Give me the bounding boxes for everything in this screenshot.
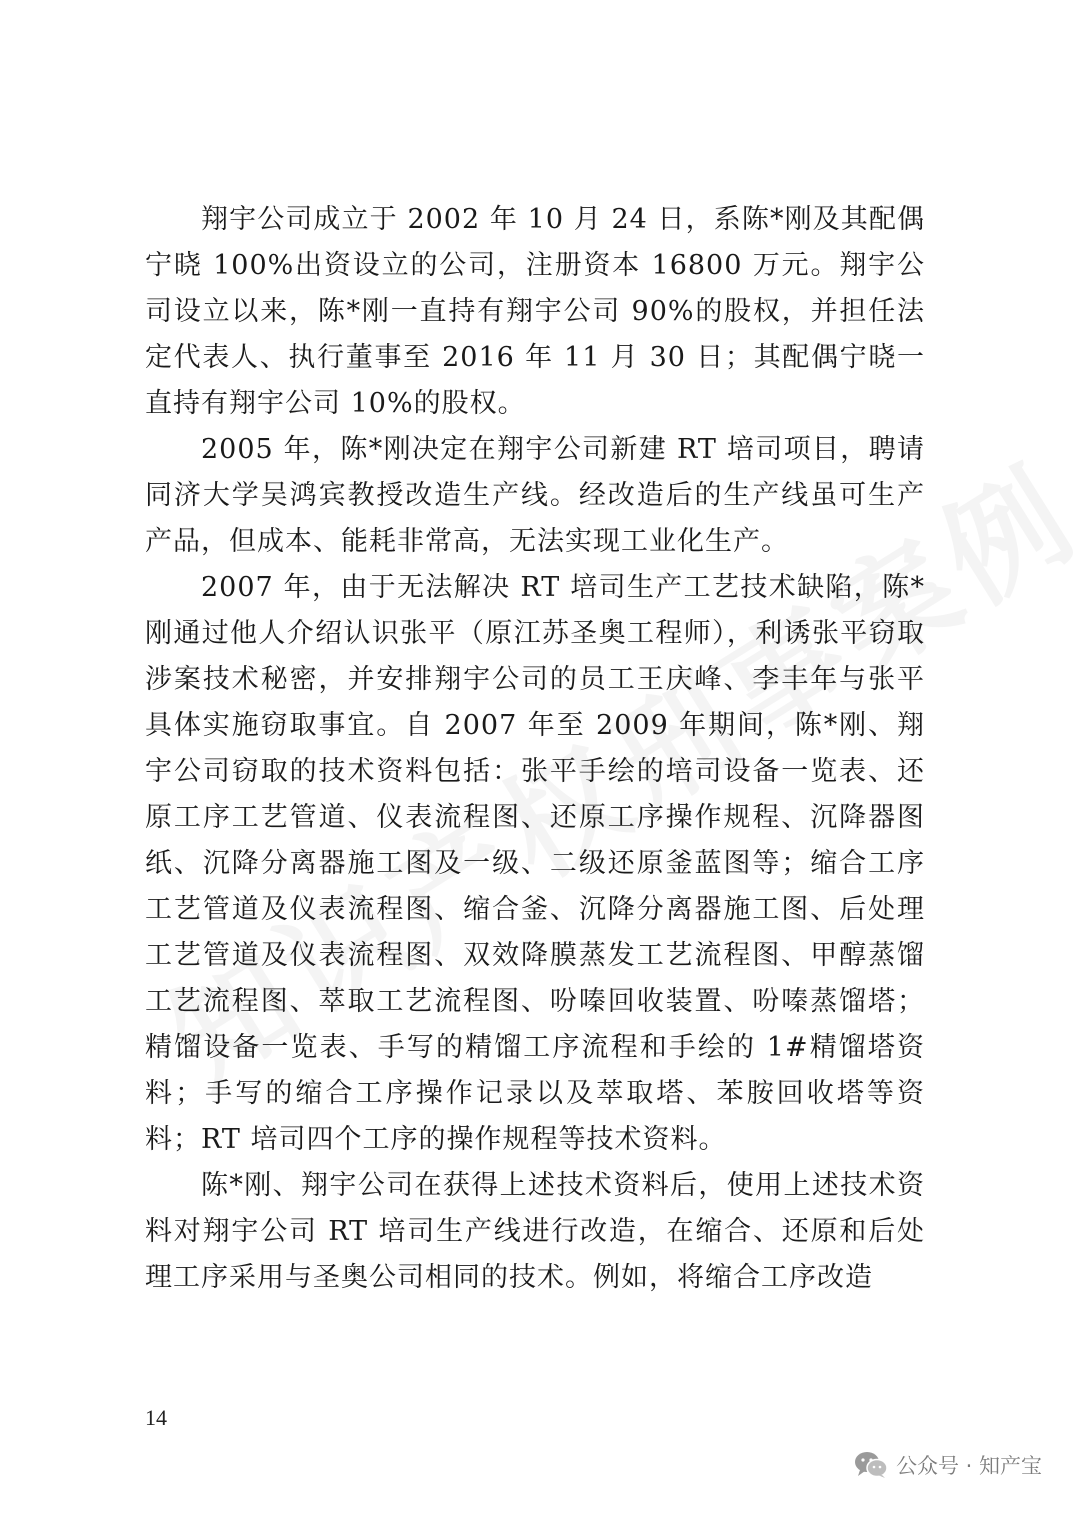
paragraph-1: 翔宇公司成立于 2002 年 10 月 24 日，系陈*刚及其配偶宁晓 100%出资设立的公司，注册资本 16800 万元。翔宇公司设立以来，陈*刚一直持有翔宇公司 90%的股权，并担任法定代表人、执行董事至 2016 年 11 月 30 日；其配偶宁晓一直持有翔宇公司 10%的股权。 (145, 204, 925, 419)
page-number: 14 (145, 1405, 167, 1430)
wechat-source-badge (854, 1450, 1042, 1480)
paragraph-2: 2005 年，陈*刚决定在翔宇公司新建 RT 培司项目，聘请同济大学吴鸿宾教授改造生产线。经改造后的生产线虽可生产产品，但成本、能耗非常高，无法实现工业化生产。 (145, 434, 925, 557)
wechat-icon (854, 1451, 888, 1479)
paragraph-4: 陈*刚、翔宇公司在获得上述技术资料后，使用上述技术资料对翔宇公司 RT 培司生产线进行改造，在缩合、还原和后处理工序采用与圣奥公司相同的技术。例如，将缩合工序改造 (145, 1170, 925, 1293)
paragraph-3: 2007 年，由于无法解决 RT 培司生产工艺技术缺陷，陈*刚通过他人介绍认识张平（原江苏圣奥工程师），利诱张平窃取涉案技术秘密，并安排翔宇公司的员工王庆峰、李丰年与张平具体实施窃取事宜。自 2007 年至 2009 年期间，陈*刚、翔宇公司窃取的技术资料包括：张平手绘的培司设备一览表、还原工序工艺管道、仪表流程图、还原工序操作规程、沉降器图纸、沉降分离器施工图及一级、二级还原釜蓝图等；缩合工序工艺管道及仪表流程图、缩合釜、沉降分离器施工图、后处理工艺管道及仪表流程图、双效降膜蒸发工艺流程图、甲醇蒸馏工艺流程图、萃取工艺流程图、吩嗪回收装置、吩嗪蒸馏塔；精馏设备一览表、手写的精馏工序流程和手绘的 1#精馏塔资料；手写的缩合工序操作记录以及萃取塔、苯胺回收塔等资料；RT 培司四个工序的操作规程等技术资料。 (145, 572, 925, 1155)
wechat-source-label: 公众号 · 知产宝 (895, 1454, 1042, 1478)
document-body (145, 197, 925, 1301)
